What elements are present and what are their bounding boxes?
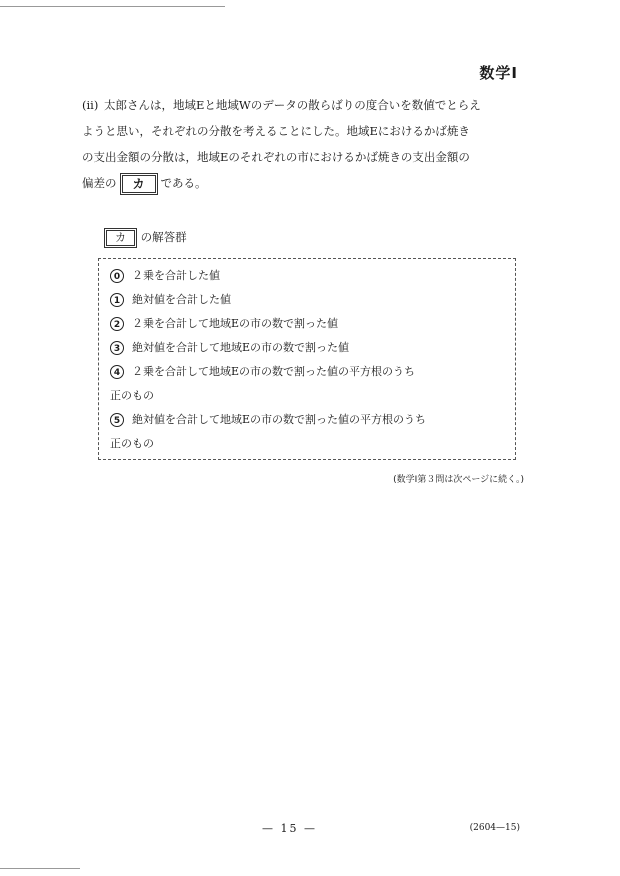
problem-marker: (ii) [82,98,99,112]
choice-text-4-cont: 正のもの [110,389,154,402]
choices-heading-text: の解答群 [140,230,187,244]
choice-text-5-cont: 正のもの [110,437,154,450]
choice-number-5: 5 [110,413,124,427]
choice-number-1: 1 [110,293,124,307]
choice-text-2: ２乗を合計して地域Eの市の数で割った値 [132,317,339,330]
subject-title: 数学Ⅰ [479,64,518,82]
choice-number-4: 4 [110,365,124,379]
problem-last-after: である。 [160,176,207,190]
page-number: — 15 — [262,822,317,835]
choice-text-0: ２乗を合計した値 [132,269,220,282]
problem-last-line [82,170,522,196]
choice-number-2: 2 [110,317,124,331]
bottom-rule [0,868,80,869]
choice-text-1: 絶対値を合計した値 [132,293,231,306]
choices-heading-label: カ [104,228,137,248]
choice-item-5[interactable] [110,412,426,452]
page-code: (2604—15) [469,823,520,833]
choice-item-3[interactable] [110,340,349,356]
choice-text-5: 絶対値を合計して地域Eの市の数で割った値の平方根のうち [132,413,427,426]
problem-line: 太郎さんは，地域Eと地域Wのデータの散らばりの度合いを数値でとらえ [104,98,481,112]
choice-text-4: ２乗を合計して地域Eの市の数で割った値の平方根のうち [132,365,416,378]
choice-item-0[interactable] [110,268,220,284]
choices-heading [104,228,187,248]
top-rule [0,6,225,7]
continue-note: (数学Ⅰ第３問は次ページに続く。) [393,475,524,485]
problem-line: ようと思い，それぞれの分散を考えることにした。地域Eにおけるかば焼き [82,124,470,138]
problem-last-before: 偏差の [82,176,117,190]
choice-item-4[interactable] [110,364,415,404]
problem-text [82,92,522,196]
choice-text-3: 絶対値を合計して地域Eの市の数で割った値 [132,341,350,354]
choice-number-0: 0 [110,269,124,283]
answer-box-ka[interactable]: カ [120,173,158,195]
choice-number-3: 3 [110,341,124,355]
choice-item-1[interactable] [110,292,231,308]
problem-line: の支出金額の分散は，地域Eのそれぞれの市におけるかば焼きの支出金額の [82,150,470,164]
choice-item-2[interactable] [110,316,338,332]
